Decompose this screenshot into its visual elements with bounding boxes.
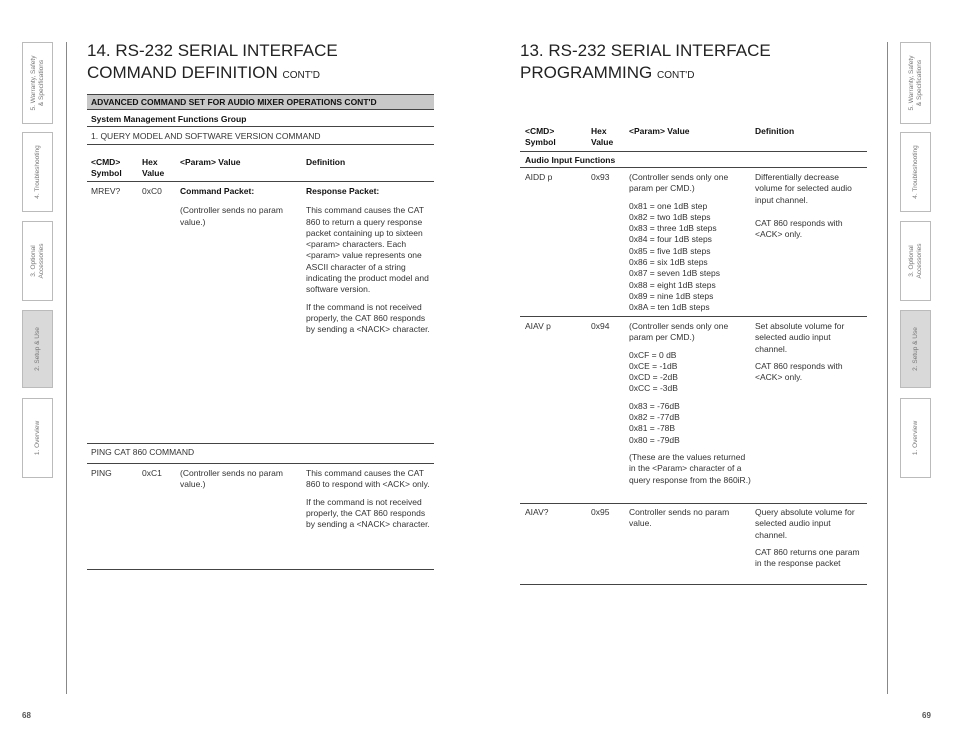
list-item: 0x83 = three 1dB steps [629, 223, 717, 234]
response-packet-label: Response Packet: [306, 186, 380, 196]
sidebar-tab-troubleshooting-right[interactable]: 4. Troubleshooting [900, 132, 931, 212]
divider [87, 181, 434, 182]
page-number-right: 69 [922, 711, 931, 720]
left-margin-rule [66, 42, 67, 694]
definition-text: This command causes the CAT 860 to return a query response packet containing up to sixteen <param> characters. Each <param> value represents one ASCII character of a string indicating the product model and software version. [306, 205, 429, 295]
param-text: (Controller sends only one param per CMD.) [629, 321, 729, 343]
header-cmd-symbol: <CMD> Symbol [525, 126, 556, 147]
divider [87, 144, 434, 145]
right-title-suffix: CONT'D [656, 70, 695, 81]
param-aiav [629, 321, 751, 492]
sidebar-tab-overview-left[interactable]: 1. Overview [22, 398, 53, 478]
list-item: 0xCF = 0 dB [629, 349, 677, 360]
divider [520, 167, 867, 168]
list-item: 0x81 = one 1dB step [629, 200, 708, 211]
header-hex-value: Hex Value [142, 157, 165, 178]
divider [520, 316, 867, 317]
cmd-mrev: MREV? [91, 186, 121, 196]
definition-mrev [306, 186, 430, 342]
sidebar-tab-accessories-left[interactable]: 3. Optional Accessories [22, 221, 53, 301]
subsection-title: PING CAT 860 COMMAND [91, 447, 195, 457]
param-aidd [629, 172, 751, 314]
definition-text: CAT 860 responds with <ACK> only. [755, 217, 843, 240]
list-item: 0xCE = -1dB [629, 360, 678, 371]
sidebar-tab-warranty-left[interactable]: 5. Warranty, Safety & Specifications [22, 42, 53, 124]
left-page-title: 14. RS-232 SERIAL INTERFACE COMMAND DEFINITION CONT'D [87, 41, 338, 82]
divider [87, 443, 434, 444]
definition-text: If the command is not received properly, the CAT 860 responds by sending a <NACK> character. [306, 496, 430, 530]
param-aiav-query: Controller sends no param value. [629, 507, 730, 529]
list-item: 0x88 = eight 1dB steps [629, 279, 716, 290]
definition-aiav [755, 321, 865, 389]
list-item: 0x8A = ten 1dB steps [629, 302, 710, 313]
sidebar-tab-accessories-right[interactable]: 3. Optional Accessories [900, 221, 931, 301]
param-list-aidd [629, 201, 751, 314]
list-item: 0x80 = -79dB [629, 434, 680, 445]
cmd-ping: PING [91, 468, 112, 478]
hex-ping: 0xC1 [142, 468, 162, 478]
sidebar-tab-warranty-right[interactable]: 5. Warranty, Safety & Specifications [900, 42, 931, 124]
divider [520, 584, 867, 585]
sidebar-tab-overview-right[interactable]: 1. Overview [900, 398, 931, 478]
definition-text: CAT 860 responds with <ACK> only. [755, 360, 843, 383]
param-text: (These are the values returned in the <Param> character of a query response from the 860iR.) [629, 451, 751, 485]
header-definition: Definition [755, 126, 795, 136]
sidebar-tab-setup-left[interactable]: 2. Setup & Use [22, 310, 53, 388]
hex-mrev: 0xC0 [142, 186, 162, 196]
list-item: 0x86 = six 1dB steps [629, 257, 708, 268]
header-param-value: <Param> Value [629, 126, 690, 136]
hex-aiav: 0x94 [591, 321, 610, 331]
list-item: 0x84 = four 1dB steps [629, 234, 712, 245]
right-page-title: 13. RS-232 SERIAL INTERFACE PROGRAMMING CONT'D [520, 41, 771, 82]
list-item: 0x82 = -77dB [629, 412, 680, 423]
param-text: (Controller sends only one param per CMD.) [629, 172, 729, 194]
cmd-aiav-query: AIAV? [525, 507, 549, 517]
divider [520, 503, 867, 504]
header-cmd-symbol: <CMD> Symbol [91, 157, 122, 178]
list-item: 0xCD = -2dB [629, 372, 678, 383]
section-band: ADVANCED COMMAND SET FOR AUDIO MIXER OPERATIONS CONT'D [87, 94, 434, 110]
definition-text: CAT 860 returns one param in the response packet [755, 546, 860, 569]
right-margin-rule [887, 42, 888, 694]
divider [87, 569, 434, 570]
definition-aidd [755, 172, 865, 246]
section-title: Audio Input Functions [525, 155, 616, 165]
definition-text: If the command is not received properly, the CAT 860 responds by sending a <NACK> character. [306, 301, 430, 335]
subsection-title: 1. QUERY MODEL AND SOFTWARE VERSION COMMAND [91, 131, 321, 141]
list-item: 0x85 = five 1dB steps [629, 245, 711, 256]
definition-ping [306, 468, 430, 536]
divider [87, 126, 434, 127]
header-hex-value: Hex Value [591, 126, 614, 147]
divider [87, 463, 434, 464]
param-list-aiav-high [629, 350, 751, 395]
definition-aiav-query [755, 507, 865, 575]
divider [520, 151, 867, 152]
list-item: 0x82 = two 1dB steps [629, 211, 711, 222]
cmd-aiav: AIAV p [525, 321, 551, 331]
list-item: 0x89 = nine 1dB steps [629, 290, 714, 301]
param-text: (Controller sends no param value.) [180, 205, 283, 227]
header-param-value: <Param> Value [180, 157, 241, 167]
definition-text: This command causes the CAT 860 to respond with <ACK> only. [306, 468, 430, 490]
param-mrev [180, 186, 300, 234]
cmd-aidd: AIDD p [525, 172, 553, 182]
list-item: 0x87 = seven 1dB steps [629, 268, 720, 279]
hex-aiav-query: 0x95 [591, 507, 610, 517]
group-title: System Management Functions Group [91, 114, 247, 124]
hex-aidd: 0x93 [591, 172, 610, 182]
command-packet-label: Command Packet: [180, 186, 255, 196]
page-number-left: 68 [22, 711, 31, 720]
definition-text: Differentially decrease volume for selected audio input channel. [755, 172, 852, 205]
left-title-suffix: CONT'D [282, 70, 320, 81]
param-ping: (Controller sends no param value.) [180, 468, 283, 490]
header-definition: Definition [306, 157, 346, 167]
list-item: 0x83 = -76dB [629, 400, 680, 411]
sidebar-tab-setup-right[interactable]: 2. Setup & Use [900, 310, 931, 388]
list-item: 0xCC = -3dB [629, 383, 678, 394]
definition-text: Set absolute volume for selected audio input channel. [755, 321, 845, 354]
list-item: 0x81 = -78B [629, 423, 676, 434]
definition-text: Query absolute volume for selected audio input channel. [755, 507, 855, 540]
param-list-aiav-low [629, 401, 751, 446]
sidebar-tab-troubleshooting-left[interactable]: 4. Troubleshooting [22, 132, 53, 212]
